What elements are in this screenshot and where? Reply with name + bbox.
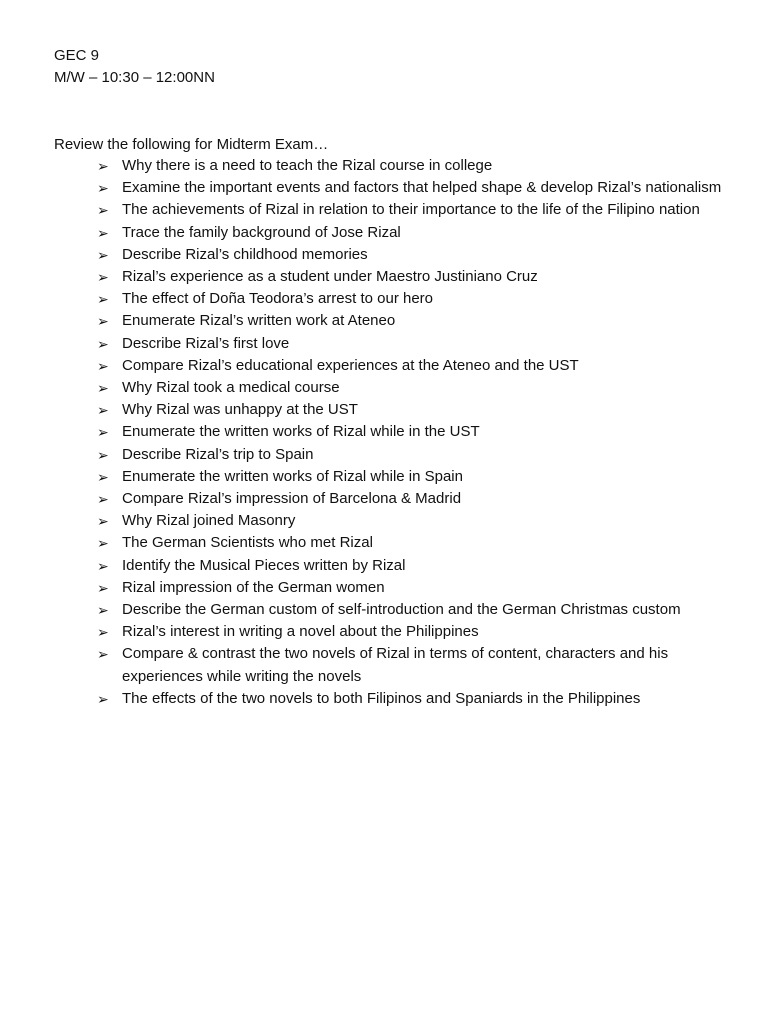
review-intro: Review the following for Midterm Exam…	[54, 136, 329, 153]
list-item	[97, 444, 727, 466]
arrowhead-bullet-icon: ➢	[97, 690, 109, 707]
list-item	[97, 177, 727, 199]
list-item	[97, 688, 727, 710]
list-item	[97, 244, 727, 266]
list-item-text: Compare & contrast the two novels of Rizal in terms of content, characters and his experiences while writing the novels	[122, 645, 669, 685]
arrowhead-bullet-icon: ➢	[97, 446, 109, 463]
arrowhead-bullet-icon: ➢	[97, 602, 109, 619]
list-item-text: Enumerate Rizal’s written work at Ateneo	[122, 312, 396, 330]
list-item	[97, 643, 727, 687]
list-item-text: Enumerate the written works of Rizal while in Spain	[122, 467, 463, 485]
list-item	[97, 621, 727, 643]
arrowhead-bullet-icon: ➢	[97, 557, 109, 574]
list-item	[97, 355, 727, 377]
list-item	[97, 199, 727, 221]
arrowhead-bullet-icon: ➢	[97, 291, 109, 308]
list-item-text: The German Scientists who met Rizal	[122, 534, 373, 552]
list-item-text: Trace the family background of Jose Rizal	[122, 223, 401, 241]
class-schedule: M/W – 10:30 – 12:00NN	[54, 69, 215, 86]
list-item	[97, 333, 727, 355]
list-item	[97, 555, 727, 577]
arrowhead-bullet-icon: ➢	[97, 380, 109, 397]
list-item	[97, 532, 727, 554]
list-item-text: Examine the important events and factors that helped shape & develop Rizal’s nationalism	[122, 179, 722, 197]
list-item-text: The effect of Doña Teodora’s arrest to our hero	[122, 290, 434, 308]
list-item	[97, 510, 727, 532]
arrowhead-bullet-icon: ➢	[97, 313, 109, 330]
arrowhead-bullet-icon: ➢	[97, 624, 109, 641]
list-item	[97, 155, 727, 177]
list-item-text: Describe Rizal’s trip to Spain	[122, 445, 314, 463]
list-item-text: The achievements of Rizal in relation to their importance to the life of the Filipino nation	[122, 201, 700, 219]
list-item	[97, 488, 727, 510]
document-header	[54, 45, 215, 89]
list-item-text: Rizal’s experience as a student under Maestro Justiniano Cruz	[122, 268, 538, 286]
list-item-text: Why Rizal joined Masonry	[122, 512, 296, 530]
arrowhead-bullet-icon: ➢	[97, 180, 109, 197]
list-item-text: Identify the Musical Pieces written by Rizal	[122, 556, 406, 574]
list-item	[97, 466, 727, 488]
list-item	[97, 399, 727, 421]
list-item	[97, 222, 727, 244]
arrowhead-bullet-icon: ➢	[97, 158, 109, 174]
list-item-text: Describe Rizal’s childhood memories	[122, 245, 368, 263]
arrowhead-bullet-icon: ➢	[97, 335, 109, 352]
review-topic-list	[97, 155, 727, 710]
list-item-text: Compare Rizal’s educational experiences at the Ateneo and the UST	[122, 356, 579, 374]
list-item-text: Why Rizal took a medical course	[122, 379, 340, 397]
list-item	[97, 421, 727, 443]
arrowhead-bullet-icon: ➢	[97, 579, 109, 596]
list-item	[97, 599, 727, 621]
list-item-text: Why there is a need to teach the Rizal course in college	[122, 157, 493, 174]
arrowhead-bullet-icon: ➢	[97, 246, 109, 263]
arrowhead-bullet-icon: ➢	[97, 646, 109, 663]
arrowhead-bullet-icon: ➢	[97, 513, 109, 530]
list-item	[97, 377, 727, 399]
arrowhead-bullet-icon: ➢	[97, 202, 109, 219]
list-item-text: Describe the German custom of self-introduction and the German Christmas custom	[122, 601, 681, 619]
list-item	[97, 310, 727, 332]
list-item-text: Enumerate the written works of Rizal while in the UST	[122, 423, 480, 441]
arrowhead-bullet-icon: ➢	[97, 491, 109, 508]
arrowhead-bullet-icon: ➢	[97, 468, 109, 485]
list-item-text: Rizal’s interest in writing a novel about the Philippines	[122, 623, 479, 641]
list-item-text: The effects of the two novels to both Filipinos and Spaniards in the Philippines	[122, 689, 641, 707]
arrowhead-bullet-icon: ➢	[97, 424, 109, 441]
list-item	[97, 266, 727, 288]
list-item-text: Why Rizal was unhappy at the UST	[122, 401, 358, 419]
arrowhead-bullet-icon: ➢	[97, 269, 109, 286]
list-item	[97, 288, 727, 310]
course-code: GEC 9	[54, 47, 100, 64]
arrowhead-bullet-icon: ➢	[97, 224, 109, 241]
list-item-text: Compare Rizal’s impression of Barcelona & Madrid	[122, 490, 462, 508]
arrowhead-bullet-icon: ➢	[97, 535, 109, 552]
arrowhead-bullet-icon: ➢	[97, 357, 109, 374]
arrowhead-bullet-icon: ➢	[97, 402, 109, 419]
list-item-text: Describe Rizal’s first love	[122, 334, 290, 352]
list-item-text: Rizal impression of the German women	[122, 578, 385, 596]
list-item	[97, 577, 727, 599]
